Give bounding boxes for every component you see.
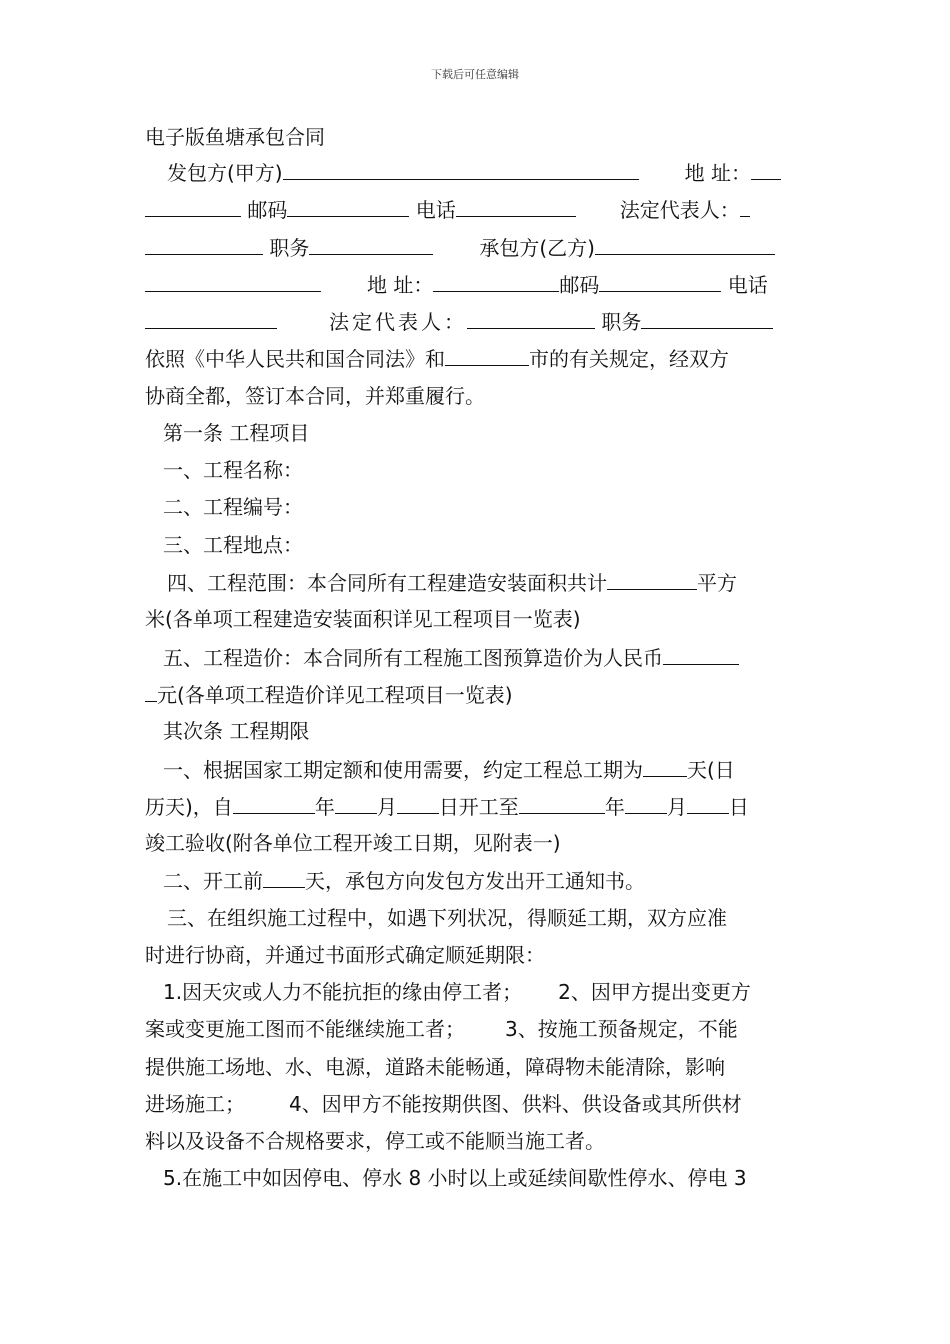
article-2-item-2 [163,868,645,893]
phone-blank-2 [145,309,277,329]
party-b-blank [595,235,775,255]
basis-text-a: 依照《中华人民共和国合同法》和 [145,347,445,371]
item-4-text: 四、工程范围：本合同所有工程建造安装面积共计 [167,571,607,595]
item-1-text: 一、根据国家工期定额和使用需要，约定工程总工期为 [163,758,643,782]
address-label: 地 址： [684,161,751,185]
basis-line-2: 协商全都，签订本合同，并郑重履行。 [145,384,485,408]
condition-4: 4、因甲方不能按期供图、供料、供设备或其所供材 [289,1092,742,1116]
condition-3-end: 进场施工； [145,1092,245,1116]
area-blank [607,570,697,590]
legal-rep-blank-2 [467,309,595,329]
address-blank-2 [433,272,559,292]
condition-line-1 [163,980,751,1004]
article-1-item-5 [163,645,739,670]
contact-line-a [145,197,750,222]
position-label: 职务 [269,236,310,260]
address-blank-cont [145,197,241,217]
notice-days-blank [263,868,305,888]
basis-text-b: 市的有关规定，经双方 [529,347,729,371]
condition-3: 3、按施工预备规定，不能 [505,1017,738,1041]
article-2-item-3-cont: 时进行协商，并通过书面形式确定顺延期限： [145,943,545,967]
end-day-blank [687,794,729,814]
condition-2: 2、因甲方提出变更方 [558,980,751,1004]
party-b-blank-cont [145,272,321,292]
price-blank [663,645,739,665]
article-1-item-1: 一、工程名称： [163,458,303,482]
phone-label-2: 电话 [727,273,768,297]
item-2-rest: 天，承包方向发包方发出开工通知书。 [305,869,645,893]
postcode-blank-2 [599,272,721,292]
legal-rep-label-2: 法定代表人： [329,310,467,334]
days-blank [643,757,687,777]
document-title: 电子版鱼塘承包合同 [145,125,325,149]
party-b-label: 承包方(乙方) [479,236,595,260]
position-blank [309,235,433,255]
article-2-item-1-cont: 竣工验收(附各单位工程开竣工日期，见附表一) [145,831,561,855]
item-2-text: 二、开工前 [163,869,263,893]
article-2-item-3: 三、在组织施工过程中，如遇下列状况，得顺延工期，双方应准 [167,906,727,930]
condition-line-5: 料以及设备不合规格要求，停工或不能顺当施工者。 [145,1129,605,1153]
legal-rep-line-b [145,309,773,334]
item-5-text: 五、工程造价：本合同所有工程施工图预算造价为人民币 [163,646,663,670]
condition-line-3: 提供施工场地、水、电源，道路未能畅通，障碍物未能清除，影响 [145,1055,725,1079]
party-a-label: 发包方(甲方) [167,161,283,185]
start-day-label: 日开工至 [438,795,519,819]
page-header: 下载后可任意编辑 [431,68,519,81]
end-day-label: 日 [728,795,749,819]
end-year-blank [519,794,605,814]
article-1-item-3: 三、工程地点： [163,533,303,557]
start-year-blank [233,794,315,814]
condition-line-2 [145,1017,738,1041]
price-blank-cont [145,682,157,702]
month-label: 月 [376,795,397,819]
article-1-item-4 [167,570,737,595]
legal-rep-label: 法定代表人： [619,198,740,222]
position-label-2: 职务 [601,310,642,334]
phone-blank [456,197,576,217]
party-a-line [167,160,781,185]
party-b-line [145,235,775,260]
item-5-note: 元(各单项工程造价详见工程项目一览表) [157,683,513,707]
condition-line-6: 5.在施工中如因停电、停水 8 小时以上或延续间歇性停水、停电 3 [163,1166,747,1190]
item-4-unit: 平方 [697,571,737,595]
start-day-blank [397,794,439,814]
condition-2-cont: 案或变更施工图而不能继续施工者； [145,1017,465,1041]
basis-line-1 [145,346,729,371]
condition-line-4 [145,1092,742,1116]
article-2-title: 其次条 工程期限 [163,719,310,743]
article-1-title: 第一条 工程项目 [163,421,310,445]
year-label-2: 年 [604,795,625,819]
address-label-2: 地 址： [367,273,434,297]
article-2-dates [145,794,749,819]
contact-line-b [145,272,768,297]
phone-label: 电话 [415,198,456,222]
month-label-2: 月 [666,795,687,819]
position-blank-2 [641,309,773,329]
condition-1: 1.因天灾或人力不能抗拒的缘由停工者； [163,980,523,1004]
article-1-item-4-cont: 米(各单项工程建造安装面积详见工程项目一览表) [145,607,581,631]
end-month-blank [625,794,667,814]
dates-prefix: 历天)，自 [145,795,233,819]
postcode-label-2: 邮码 [559,273,600,297]
legal-rep-blank-cont [145,235,263,255]
year-label: 年 [314,795,335,819]
article-1-item-2: 二、工程编号： [163,495,303,519]
item-1-unit: 天(日 [687,758,735,782]
start-month-blank [335,794,377,814]
address-blank [751,160,781,180]
postcode-label: 邮码 [247,198,288,222]
postcode-blank [287,197,409,217]
legal-rep-blank [740,197,750,217]
city-blank [445,346,529,366]
article-1-item-5-cont [145,682,513,707]
party-a-blank [283,160,639,180]
article-2-item-1 [163,757,735,782]
